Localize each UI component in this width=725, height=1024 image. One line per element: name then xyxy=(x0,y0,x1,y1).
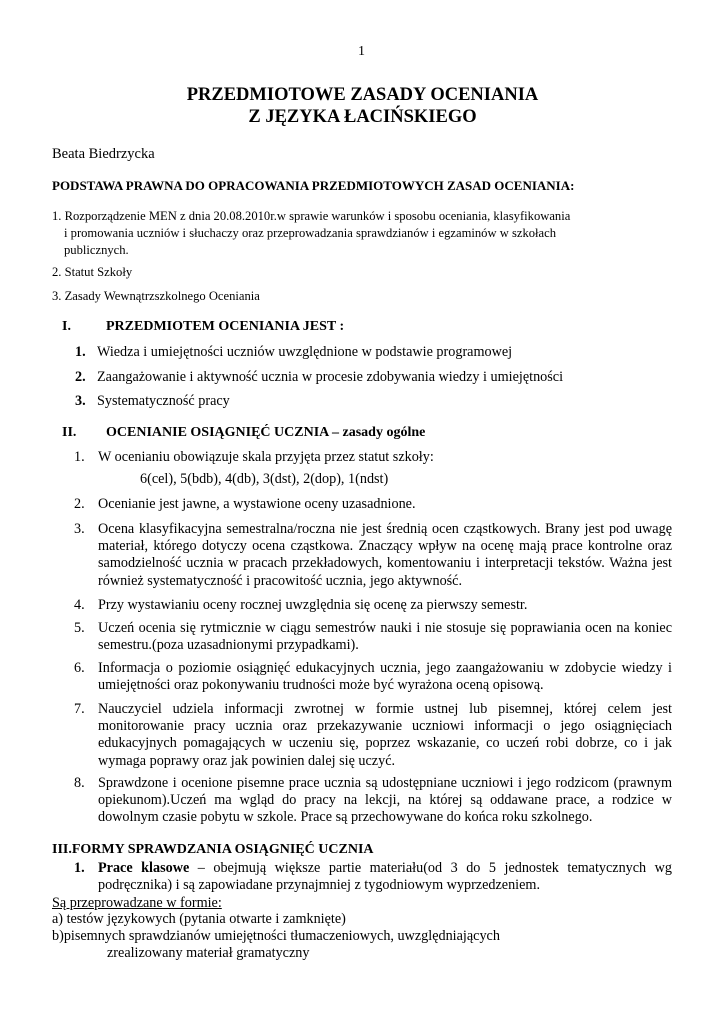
section-3-heading: III.FORMY SPRAWDZANIA OSIĄGNIĘĆ UCZNIA xyxy=(52,842,374,857)
page-number: 1 xyxy=(358,44,365,59)
item-bold-label: Prace klasowe xyxy=(98,860,190,876)
list-item-text: Przy wystawianiu oceny rocznej uwzględnia się ocenę za pierwszy semestr. xyxy=(98,597,528,613)
section-3-item-1 xyxy=(98,860,672,894)
list-number: 4. xyxy=(74,597,85,613)
section-1-heading xyxy=(62,319,345,335)
list-item-text: Uczeń ocenia się rytmicznie w ciągu semestrów nauki i nie stosuje się poprawiania ocen na koniec semestru.(poza uzasadnionymi przypadkami). xyxy=(98,620,672,654)
section-2-label: OCENIANIE OSIĄGNIĘĆ UCZNIA – zasady ogólne xyxy=(106,425,426,440)
legal-item-2: 2. Statut Szkoły xyxy=(52,265,133,279)
document-title-line-2: Z JĘZYKA ŁACIŃSKIEGO xyxy=(248,107,477,127)
form-a: a) testów językowych (pytania otwarte i zamknięte) xyxy=(52,911,346,927)
form-b: b)pisemnych sprawdzianów umiejętności tłumaczeniowych, uwzględniających xyxy=(52,928,500,944)
grading-scale: 6(cel), 5(bdb), 4(db), 3(dst), 2(dop), 1(ndst) xyxy=(140,471,389,487)
list-item-text: Ocenianie jest jawne, a wystawione oceny uzasadnione. xyxy=(98,496,416,512)
legal-item-1-cont: i promowania uczniów i słuchaczy oraz przeprowadzania sprawdzianów i egzaminów w szkołach xyxy=(64,226,557,240)
list-item-text: W ocenianiu obowiązuje skala przyjęta przez statut szkoły: xyxy=(98,449,434,465)
list-item-text: Informacja o poziomie osiągnięć edukacyjnych ucznia, jego zaangażowaniu w zdobycie wiedzy i umiejętności oraz pokonywaniu trudności może być wyrażona oceną opisową. xyxy=(98,660,672,694)
forms-heading: Są przeprowadzane w formie: xyxy=(52,895,222,911)
section-2-number: II. xyxy=(62,425,77,440)
list-number: 6. xyxy=(74,660,85,676)
form-b-cont: zrealizowany materiał gramatyczny xyxy=(107,945,310,961)
author-name: Beata Biedrzycka xyxy=(52,146,155,162)
list-item-text: Sprawdzone i ocenione pisemne prace ucznia są udostępniane uczniowi i jego rodzicom (prawnym opiekunom).Uczeń ma wgląd do pracy na lekcji, na której są oddawane prace, a rodzice w dowolnym czasie pobytu w szkole. Prace są przechowywane do końca roku szkolnego. xyxy=(98,775,672,826)
list-number: 5. xyxy=(74,620,85,636)
list-item-text: Nauczyciel udziela informacji zwrotnej w formie ustnej lub pisemnej, której celem jest monitorowanie pracy ucznia oraz przekazywanie uczniowi informacji o jego osiągnięciach edukacyjnych pomagających w uczeniu się, poprzez wskazanie, co uczeń robi dobrze, co i jak wymaga poprawy oraz jak powinien dalej się uczyć. xyxy=(98,701,672,769)
list-number: 1. xyxy=(74,449,85,465)
legal-item-3: 3. Zasady Wewnątrzszkolnego Oceniania xyxy=(52,289,260,303)
section-1-item: 3. Systematyczność pracy xyxy=(75,393,230,409)
legal-basis-heading: PODSTAWA PRAWNA DO OPRACOWANIA PRZEDMIOTOWYCH ZASAD OCENIANIA: xyxy=(52,178,575,193)
list-number: 8. xyxy=(74,775,85,791)
section-1-item: 2. Zaangażowanie i aktywność ucznia w procesie zdobywania wiedzy i umiejętności xyxy=(75,369,564,385)
legal-item-1: 1. Rozporządzenie MEN z dnia 20.08.2010r.w sprawie warunków i sposobu oceniania, klasyfikowania xyxy=(52,209,571,223)
section-1-label: PRZEDMIOTEM OCENIANIA JEST : xyxy=(106,319,345,334)
section-1-item: 1. Wiedza i umiejętności uczniów uwzględnione w podstawie programowej xyxy=(75,344,513,360)
list-item-text: Ocena klasyfikacyjna semestralna/roczna nie jest średnią ocen cząstkowych. Brany jest pod uwagę materiał, którego dotyczy ocena cząstkowa. Znaczący wpływ na ocenę mają prace kontrolne oraz samodzielność ucznia w pracach przekładowych, komentowaniu i interpretacji tekstów. Ważna jest również systematyczność i pracowitość ucznia, jego aktywność. xyxy=(98,521,672,589)
legal-item-1-cont2: publicznych. xyxy=(64,243,129,257)
section-3-item-number: 1. xyxy=(74,860,85,876)
list-number: 7. xyxy=(74,701,85,717)
list-number: 2. xyxy=(74,496,85,512)
document-title-line-1: PRZEDMIOTOWE ZASADY OCENIANIA xyxy=(186,85,539,105)
section-2-heading xyxy=(62,425,426,441)
item-text: – obejmują większe partie materiału(od 3 do 5 jednostek tematycznych wg podręcznika) i są zapowiadane przynajmniej z tygodniowym wyprzedzeniem. xyxy=(98,860,672,894)
list-number: 3. xyxy=(74,521,85,537)
section-1-number: I. xyxy=(62,319,71,334)
